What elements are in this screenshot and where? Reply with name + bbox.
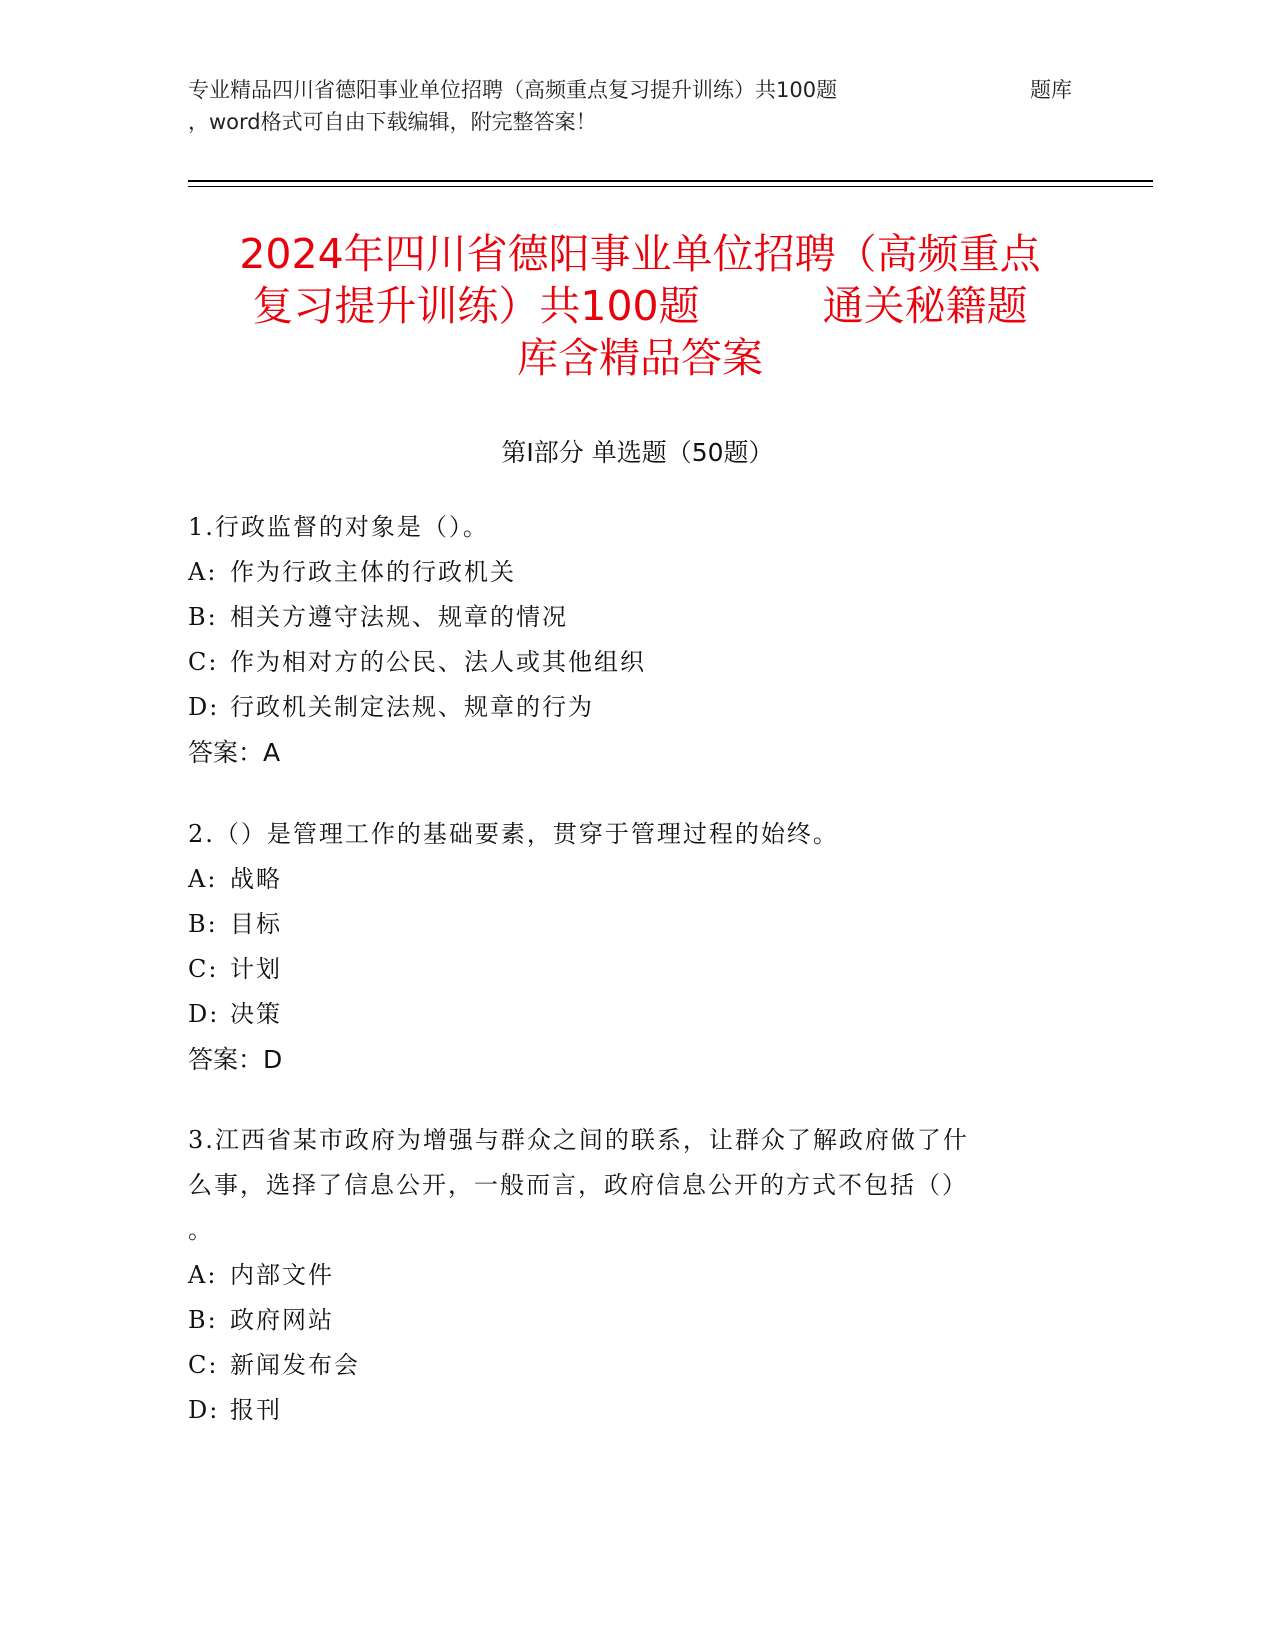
answer-line: 答案：A xyxy=(188,738,281,767)
header-divider-thick xyxy=(188,180,1153,182)
question-text-line-1: 3.江西省某市政府为增强与群众之间的联系，让群众了解政府做了什 xyxy=(188,1126,969,1154)
question-text: 1.行政监督的对象是（）。 xyxy=(188,513,489,541)
option-letter: A: xyxy=(188,558,218,586)
header-suffix-text: 题库 xyxy=(1030,78,1072,102)
option-text: 新闻发布会 xyxy=(230,1351,360,1379)
question-text: 2.（）是管理工作的基础要素，贯穿于管理过程的始终。 xyxy=(188,820,839,848)
option-text: 行政机关制定法规、规章的行为 xyxy=(230,693,594,721)
option-text: 决策 xyxy=(230,1000,282,1028)
page-header xyxy=(188,74,1093,138)
option-text: 政府网站 xyxy=(230,1306,334,1334)
option-d xyxy=(188,685,1088,730)
option-a xyxy=(188,550,1088,595)
option-letter: C: xyxy=(188,648,219,676)
header-line-1 xyxy=(188,74,1093,106)
option-letter: B: xyxy=(188,910,218,938)
option-letter: B: xyxy=(188,603,218,631)
option-letter: C: xyxy=(188,1351,219,1379)
option-c xyxy=(188,947,1088,992)
option-text: 内部文件 xyxy=(230,1261,334,1289)
option-letter: B: xyxy=(188,1306,218,1334)
option-letter: D: xyxy=(188,1000,220,1028)
title-line-2: 复习提升训练）共100题 通关秘籍题 xyxy=(252,282,1028,330)
option-c xyxy=(188,1343,1088,1388)
option-letter: A: xyxy=(188,1261,218,1289)
question-text-line-2: 么事，选择了信息公开，一般而言，政府信息公开的方式不包括（） xyxy=(188,1171,968,1199)
option-text: 报刊 xyxy=(230,1396,282,1424)
header-divider-thin xyxy=(188,186,1153,187)
option-a xyxy=(188,857,1088,902)
option-text: 目标 xyxy=(230,910,282,938)
question-2 xyxy=(188,812,1088,1082)
option-d xyxy=(188,992,1088,1037)
option-text: 相关方遵守法规、规章的情况 xyxy=(230,603,568,631)
option-text: 战略 xyxy=(230,865,282,893)
question-1 xyxy=(188,505,1088,775)
header-line-2: ，word格式可自由下载编辑，附完整答案！ xyxy=(188,110,597,134)
option-letter: A: xyxy=(188,865,218,893)
title-line-3: 库含精品答案 xyxy=(517,334,763,382)
section-heading: 第Ⅰ部分 单选题（50题） xyxy=(501,438,774,467)
option-letter: D: xyxy=(188,693,220,721)
question-3 xyxy=(188,1118,1088,1433)
answer-line: 答案：D xyxy=(188,1045,283,1074)
option-b xyxy=(188,1298,1088,1343)
option-text: 作为行政主体的行政机关 xyxy=(230,558,516,586)
header-title-text: 专业精品四川省德阳事业单位招聘（高频重点复习提升训练）共100题 xyxy=(188,78,838,102)
option-c xyxy=(188,640,1088,685)
option-text: 作为相对方的公民、法人或其他组织 xyxy=(230,648,646,676)
option-b xyxy=(188,902,1088,947)
option-a xyxy=(188,1253,1088,1298)
option-d xyxy=(188,1388,1088,1433)
option-b xyxy=(188,595,1088,640)
question-text-line-3: 。 xyxy=(188,1216,214,1244)
option-text: 计划 xyxy=(230,955,282,983)
title-line-1: 2024年四川省德阳事业单位招聘（高频重点 xyxy=(239,230,1041,278)
option-letter: C: xyxy=(188,955,219,983)
document-title xyxy=(175,228,1105,384)
option-letter: D: xyxy=(188,1396,220,1424)
